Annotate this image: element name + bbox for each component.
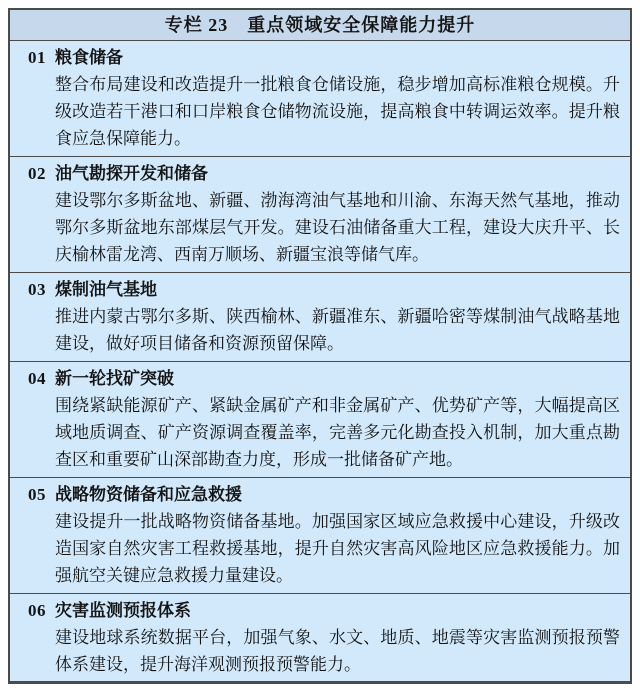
panel-title: 专栏 23 重点领域安全保障能力提升 xyxy=(10,10,630,41)
section-row xyxy=(10,156,630,272)
section-number: 01 xyxy=(28,48,46,67)
section-list xyxy=(10,41,630,682)
special-column-panel xyxy=(8,8,632,684)
section-body-text: 推进内蒙古鄂尔多斯、陕西榆林、新疆准东、新疆哈密等煤制油气战略基地建设，做好项目储备和资源预留保障。 xyxy=(55,307,620,353)
section-heading-text: 新一轮找矿突破 xyxy=(55,369,174,388)
section-heading-text: 粮食储备 xyxy=(55,48,123,67)
section-row xyxy=(10,361,630,477)
section-number: 02 xyxy=(28,164,46,183)
section-heading xyxy=(28,44,620,71)
section-number: 04 xyxy=(28,369,46,388)
section-row xyxy=(10,593,630,682)
section-body-text: 整合布局建设和改造提升一批粮食仓储设施，稳步增加高标准粮仓规模。升级改造若干港口和口岸粮食仓储物流设施，提高粮食中转调运效率。提升粮食应急保障能力。 xyxy=(55,75,620,148)
section-number: 05 xyxy=(28,485,46,504)
section-row xyxy=(10,477,630,593)
section-heading-text: 灾害监测预报体系 xyxy=(55,601,191,620)
section-row xyxy=(10,272,630,361)
section-body-text: 建设提升一批战略物资储备基地。加强国家区域应急救援中心建设，升级改造国家自然灾害工程救援基地，提升自然灾害高风险地区应急救援能力。加强航空关键应急救援力量建设。 xyxy=(55,512,620,585)
section-number: 03 xyxy=(28,280,46,299)
section-heading xyxy=(28,481,620,508)
section-heading xyxy=(28,597,620,624)
section-heading-text: 油气勘探开发和储备 xyxy=(55,164,208,183)
section-heading xyxy=(28,160,620,187)
section-body-text: 建设鄂尔多斯盆地、新疆、渤海湾油气基地和川渝、东海天然气基地，推动鄂尔多斯盆地东部煤层气开发。建设石油储备重大工程，建设大庆升平、长庆榆林雷龙湾、西南万顺场、新疆宝浪等储气库。 xyxy=(55,191,620,264)
section-heading-text: 战略物资储备和应急救援 xyxy=(55,485,242,504)
section-body-text: 围绕紧缺能源矿产、紧缺金属矿产和非金属矿产、优势矿产等，大幅提高区域地质调查、矿产资源调查覆盖率，完善多元化勘查投入机制，加大重点勘查区和重要矿山深部勘查力度，形成一批储备矿产地。 xyxy=(55,396,620,469)
section-heading-text: 煤制油气基地 xyxy=(55,280,157,299)
section-heading xyxy=(28,365,620,392)
section-row xyxy=(10,41,630,156)
section-number: 06 xyxy=(28,601,46,620)
section-heading xyxy=(28,276,620,303)
section-body-text: 建设地球系统数据平台，加强气象、水文、地质、地震等灾害监测预报预警体系建设，提升海洋观测预报预警能力。 xyxy=(55,628,620,674)
